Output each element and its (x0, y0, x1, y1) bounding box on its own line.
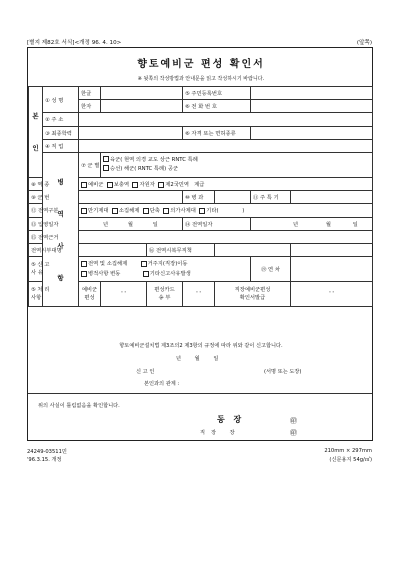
service-options[interactable] (79, 177, 373, 190)
relation-label: 본인과의 관계 : (144, 381, 180, 387)
basis-field[interactable] (79, 230, 373, 243)
day-unit: 일 (152, 221, 158, 228)
checkbox[interactable] (143, 208, 149, 214)
discharge-opt: 소집해제 (118, 208, 140, 215)
discharge-label: ⑫ 전역구분 (29, 204, 43, 217)
rank-label: 계급 (194, 182, 205, 189)
discharge-opt: 단축 (149, 208, 160, 215)
address-label: ② 주 소 (43, 113, 79, 126)
discharge-date-field[interactable] (251, 217, 373, 230)
branch-options-line1: 육군( 현역 의경 교도 상근 RNTC 특례 (110, 156, 198, 163)
branch-label: ⑦ 군 별 (79, 152, 101, 177)
contact-field[interactable] (291, 257, 373, 282)
reason-opt: 기타신고사유발생 (149, 271, 191, 278)
job-label: ④ 직 업 (43, 139, 79, 152)
specialty-label: ⑩ 병 과 (183, 191, 215, 204)
job-field[interactable] (79, 139, 373, 152)
reason-opt: 병적사항 변동 (88, 271, 121, 278)
declaration-date: 년 월 일 (176, 356, 225, 362)
checkbox[interactable] (81, 182, 87, 188)
form-number: [별지 제82호 서식]<개정 96. 4. 10> (27, 40, 122, 46)
checkbox[interactable] (199, 208, 205, 214)
reason-opt: 전역 및 소집해제 (88, 261, 128, 268)
dong-chief-label: 동 장 (217, 415, 245, 424)
enlist-date-label: ⑬ 입영일자 (29, 217, 43, 230)
processing-cell[interactable]: ' ' (183, 282, 215, 307)
service-opt: 예비군 (88, 182, 104, 189)
checkbox[interactable] (103, 156, 109, 162)
month-unit: 월 (127, 221, 133, 228)
checkbox[interactable] (158, 182, 164, 188)
post-field[interactable] (215, 243, 291, 256)
checkbox[interactable] (112, 208, 118, 214)
hangul-name-field[interactable] (101, 87, 183, 100)
checkbox[interactable] (81, 208, 87, 214)
checkbox[interactable] (107, 182, 113, 188)
service-opt: 보충역 (113, 182, 130, 189)
contact-label: ⑲ 연 차 (251, 257, 291, 282)
specialty-field[interactable] (215, 191, 251, 204)
rrn-field[interactable] (251, 87, 373, 100)
officer-label: 직장 장 (200, 430, 241, 436)
checkbox[interactable] (103, 165, 109, 171)
education-field[interactable] (79, 126, 183, 139)
side-note: (앞쪽) (356, 40, 372, 46)
enlist-date-field[interactable] (79, 217, 183, 230)
unit-number-label: ⑨ 군 번 (29, 191, 43, 204)
paper-size: 210mm × 297mm (324, 448, 372, 454)
checkbox[interactable] (81, 261, 87, 267)
section-military: 병 역 사 항 (43, 152, 79, 306)
discharge-opt: 의가사제대 (170, 208, 196, 215)
form-code: 24249-03511민 (27, 449, 67, 455)
reason-opt: 거주지(직장)이동 (147, 261, 188, 268)
month-unit: 월 (325, 221, 331, 228)
signature-hint: (서명 또는 도장) (264, 369, 302, 375)
seal-icon: ㊞ (290, 417, 297, 425)
form-frame (27, 47, 373, 441)
confirmation-text: 위의 사실이 틀림없음을 확인합니다. (38, 403, 120, 409)
form-title: 향토예비군 편성 확인서 (137, 59, 265, 70)
service-opt: 제2국민역 (165, 182, 190, 189)
rrn-label: ⑤ 주민등록번호 (183, 87, 251, 100)
hanja-name-field[interactable] (101, 100, 183, 113)
license-field[interactable] (251, 126, 373, 139)
paper-type: (신문용지 54g/㎡) (329, 457, 372, 463)
report-reason-label: ⑤ 신 고 사 유 (29, 257, 79, 282)
processing-cell: 편성카드 송 부 (147, 282, 183, 307)
specialty2-label: ⑪ 주 특 기 (251, 191, 291, 204)
discharge-options[interactable] (79, 204, 373, 217)
form-table (28, 86, 373, 307)
divider (28, 393, 372, 394)
processing-cell: 예비군 편성 (79, 282, 101, 307)
education-label: ③ 최종학력 (43, 126, 79, 139)
license-label: ⑥ 자격 또는 면허종류 (183, 126, 251, 139)
processing-cell[interactable]: ' ' (291, 282, 373, 307)
unit-name-field[interactable] (79, 243, 147, 256)
day-unit: 일 (352, 221, 358, 228)
checkbox[interactable] (132, 182, 138, 188)
year-unit: 년 (293, 221, 299, 228)
phone-label: ⑥ 전 화 번 호 (183, 100, 251, 113)
discharge-close: ) (242, 208, 245, 215)
address-field[interactable] (79, 113, 373, 126)
reporter-label: 신 고 인 (136, 369, 155, 375)
revision-date: '96.3.15. 개정 (27, 457, 62, 463)
post-label: ⑯ 전역시복무직책 (147, 243, 215, 256)
hangul-label: 한글 (79, 87, 101, 100)
service-label: ⑧ 역 종 (29, 177, 43, 190)
name-label: ① 성 명 (43, 87, 79, 113)
hanja-label: 한자 (79, 100, 101, 113)
report-reason-options[interactable] (79, 257, 251, 282)
seal-icon: ㊞ (290, 429, 297, 437)
discharge-opt: 기타( (206, 208, 219, 215)
phone-field[interactable] (251, 100, 373, 113)
checkbox[interactable] (81, 271, 87, 277)
checkbox[interactable] (143, 271, 149, 277)
service-opt: 자원자 (139, 182, 155, 189)
unit-name-label: 전역시부대명 (29, 243, 79, 256)
declaration-text: 향토예비군설치법 제3조의2 제3항의 규정에 따라 위와 같이 신고합니다. (119, 343, 283, 349)
discharge-opt: 만기제대 (88, 208, 109, 215)
processing-cell[interactable]: ' ' (101, 282, 147, 307)
processing-label: ⑤ 처 리 사항 (29, 282, 79, 307)
discharge-date-label: ⑭ 전역일자 (183, 217, 251, 230)
unit-number-field[interactable] (79, 191, 183, 204)
specialty2-field[interactable] (291, 191, 373, 204)
section-personal: 본 인 (29, 87, 43, 178)
checkbox[interactable] (163, 208, 169, 214)
basis-label: ⑮ 전역근거 (29, 230, 43, 243)
branch-options-line2: 승선) 해군( RNTC 특례) 공군 (110, 165, 179, 172)
checkbox[interactable] (141, 261, 147, 267)
year-unit: 년 (103, 221, 109, 228)
branch-options[interactable] (101, 152, 373, 177)
instruction-text: ※ 뒷쪽의 작성방법과 안내문을 읽고 작성하시기 바랍니다. (137, 76, 265, 82)
processing-cell: 직장예비군편성 확인서발급 (215, 282, 291, 307)
